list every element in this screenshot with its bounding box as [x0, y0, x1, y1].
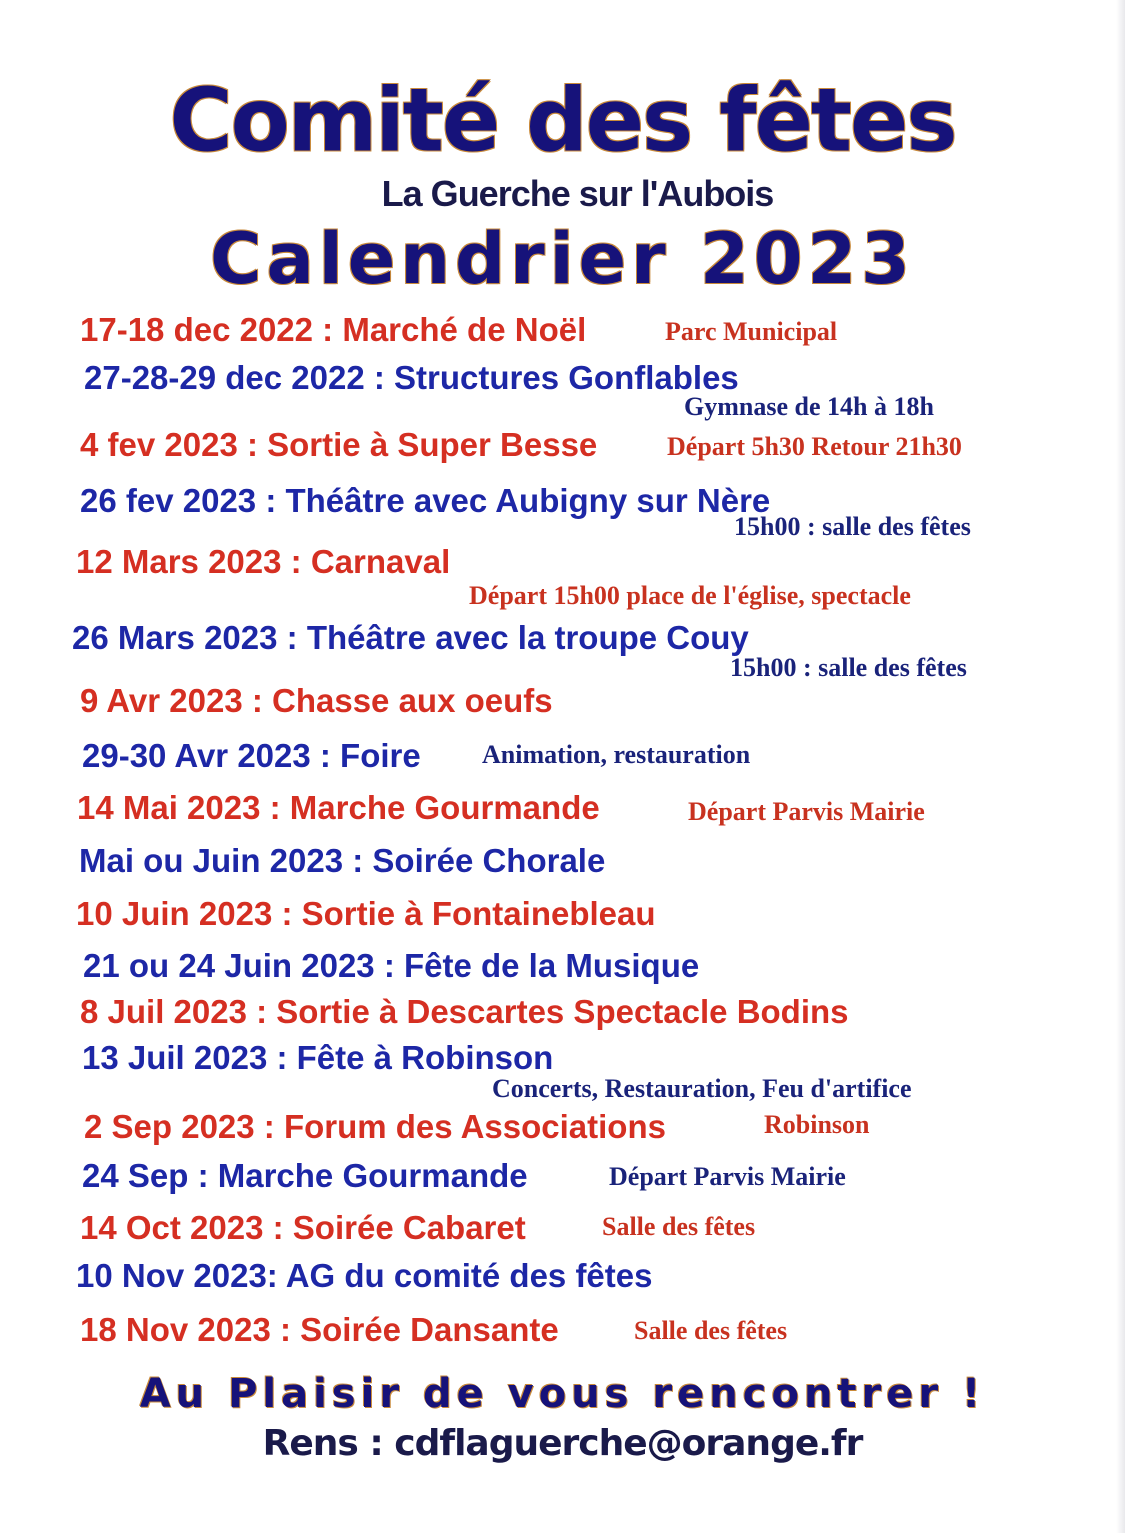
event-detail: Salle des fêtes: [602, 1212, 756, 1241]
flyer-subtitle: La Guerche sur l'Aubois: [381, 173, 774, 214]
event-carnaval: 12 Mars 2023 : Carnaval: [76, 543, 451, 580]
event-marche-gourmande-mai: 14 Mai 2023 : Marche Gourmande: [77, 789, 600, 826]
event-forum-associations: 2 Sep 2023 : Forum des Associations: [84, 1108, 666, 1145]
event-detail: 15h00 : salle des fêtes: [730, 653, 967, 682]
event-detail: 15h00 : salle des fêtes: [734, 512, 971, 541]
event-detail: Départ Parvis Mairie: [688, 797, 925, 826]
event-detail: Parc Municipal: [665, 317, 838, 346]
event-foire: 29-30 Avr 2023 : Foire: [82, 737, 421, 774]
contact-info: Rens : cdflaguerche@orange.fr: [262, 1423, 863, 1464]
event-super-besse: 4 fev 2023 : Sortie à Super Besse: [80, 426, 598, 463]
event-fontainebleau: 10 Juin 2023 : Sortie à Fontainebleau: [76, 895, 656, 932]
event-soiree-cabaret: 14 Oct 2023 : Soirée Cabaret: [80, 1209, 526, 1246]
event-detail: Départ 5h30 Retour 21h30: [667, 432, 962, 461]
event-fete-musique: 21 ou 24 Juin 2023 : Fête de la Musique: [83, 947, 700, 984]
event-marche-gourmande-sep: 24 Sep : Marche Gourmande: [82, 1157, 528, 1194]
calendar-heading: Calendrier 2023: [210, 218, 915, 300]
event-chasse-oeufs: 9 Avr 2023 : Chasse aux oeufs: [80, 682, 553, 719]
event-structures-gonflables: 27-28-29 dec 2022 : Structures Gonflables: [84, 359, 739, 396]
event-marche-noel: 17-18 dec 2022 : Marché de Noël: [80, 311, 587, 348]
event-soiree-dansante: 18 Nov 2023 : Soirée Dansante: [80, 1311, 559, 1348]
event-theatre-couy: 26 Mars 2023 : Théâtre avec la troupe Couy: [72, 619, 749, 656]
event-detail: Départ 15h00 place de l'église, spectacle: [469, 581, 911, 610]
event-fete-robinson: 13 Juil 2023 : Fête à Robinson: [82, 1039, 554, 1076]
event-detail: Animation, restauration: [482, 740, 751, 769]
event-detail: Départ Parvis Mairie: [609, 1162, 846, 1191]
event-descartes: 8 Juil 2023 : Sortie à Descartes Spectacle Bodins: [80, 993, 849, 1030]
event-detail: Concerts, Restauration, Feu d'artifice: [492, 1074, 912, 1103]
flyer-title: Comité des fêtes: [169, 70, 956, 172]
event-detail: Salle des fêtes: [634, 1316, 788, 1345]
event-theatre-aubigny: 26 fev 2023 : Théâtre avec Aubigny sur Nère: [80, 482, 771, 519]
page-edge-shadow: [1116, 0, 1125, 1533]
event-ag-comite: 10 Nov 2023: AG du comité des fêtes: [76, 1257, 653, 1294]
event-detail: Gymnase de 14h à 18h: [684, 392, 934, 421]
event-soiree-chorale: Mai ou Juin 2023 : Soirée Chorale: [79, 842, 606, 879]
closing-slogan: Au Plaisir de vous rencontrer !: [139, 1371, 986, 1417]
event-detail: Robinson: [764, 1110, 870, 1139]
